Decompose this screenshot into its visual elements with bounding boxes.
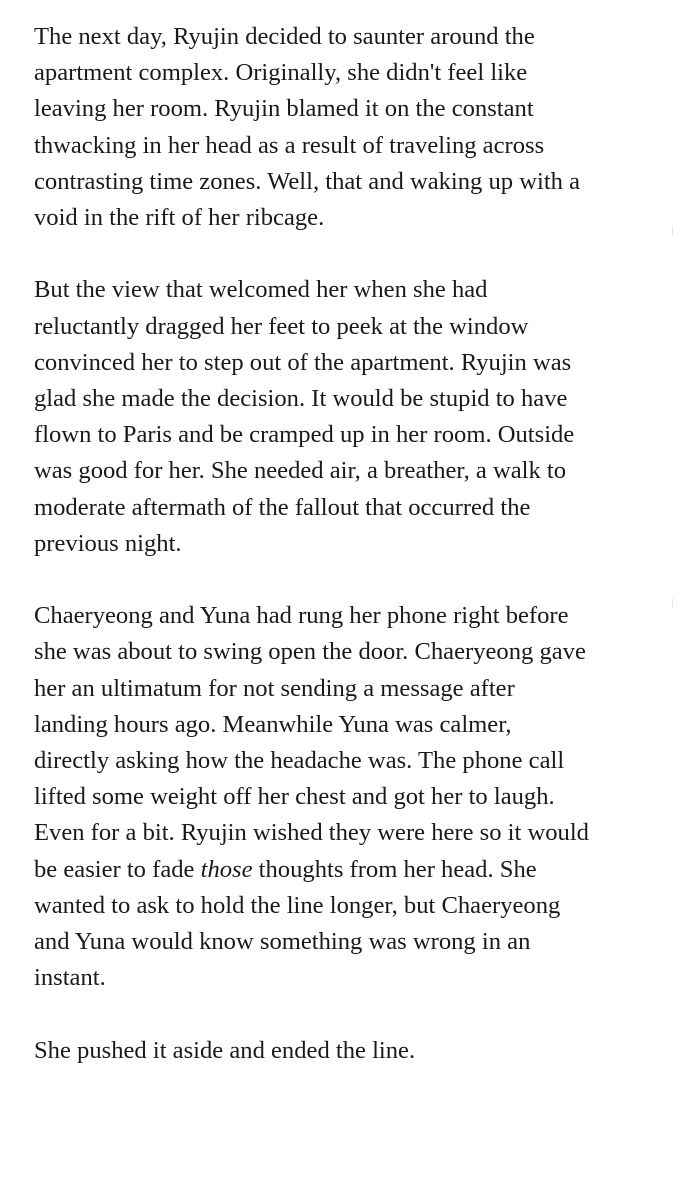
- text-line: thwacking in her head as a result of traveling across: [34, 131, 545, 159]
- document-body: [34, 19, 664, 1105]
- text-line: The next day, Ryujin decided to saunter around the: [34, 23, 535, 50]
- text-line: wanted to ask to hold the line longer, but Chaeryeong: [34, 891, 561, 919]
- text-segment: be easier to fade: [34, 855, 201, 883]
- text-line: glad she made the decision. It would be stupid to have: [34, 385, 568, 413]
- text-line: Chaeryeong and Yuna had rung her phone right before: [34, 602, 569, 630]
- text-line: she was about to swing open the door. Chaeryeong gave: [34, 638, 586, 666]
- text-line: and Yuna would know something was wrong in an: [34, 928, 531, 956]
- text-segment: thoughts from her head. She: [252, 855, 537, 883]
- text-line: Even for a bit. Ryujin wished they were here so it would: [34, 819, 589, 847]
- edge-artifact: [672, 598, 675, 608]
- text-line: void in the rift of her ribcage.: [34, 204, 325, 232]
- text-line: instant.: [34, 964, 106, 992]
- text-line: lifted some weight off her chest and got her to laugh.: [34, 783, 555, 811]
- text-line: But the view that welcomed her when she had: [34, 276, 488, 304]
- text-line: apartment complex. Originally, she didn't feel like: [34, 59, 528, 87]
- text-line: reluctantly dragged her feet to peek at the window: [34, 312, 529, 340]
- text-line: landing hours ago. Meanwhile Yuna was calmer,: [34, 710, 512, 738]
- text-line: flown to Paris and be cramped up in her room. Outside: [34, 421, 575, 449]
- text-line: previous night.: [34, 529, 182, 557]
- text-line-with-emphasis: [34, 852, 664, 888]
- text-line: She pushed it aside and ended the line.: [34, 1036, 416, 1064]
- text-line: leaving her room. Ryujin blamed it on the constant: [34, 95, 534, 123]
- paragraph-3: [34, 598, 664, 996]
- paragraph-1: [34, 19, 664, 236]
- paragraph-2: [34, 272, 664, 562]
- edge-artifact: [672, 226, 675, 236]
- text-line: moderate aftermath of the fallout that occurred the: [34, 493, 531, 521]
- paragraph-4: [34, 1033, 664, 1069]
- text-line: convinced her to step out of the apartment. Ryujin was: [34, 348, 572, 376]
- emphasized-word: those: [200, 855, 253, 883]
- text-line: directly asking how the headache was. The phone call: [34, 747, 565, 775]
- text-line: contrasting time zones. Well, that and waking up with a: [34, 167, 581, 195]
- text-line: was good for her. She needed air, a breather, a walk to: [34, 457, 567, 485]
- text-line: her an ultimatum for not sending a message after: [34, 674, 515, 702]
